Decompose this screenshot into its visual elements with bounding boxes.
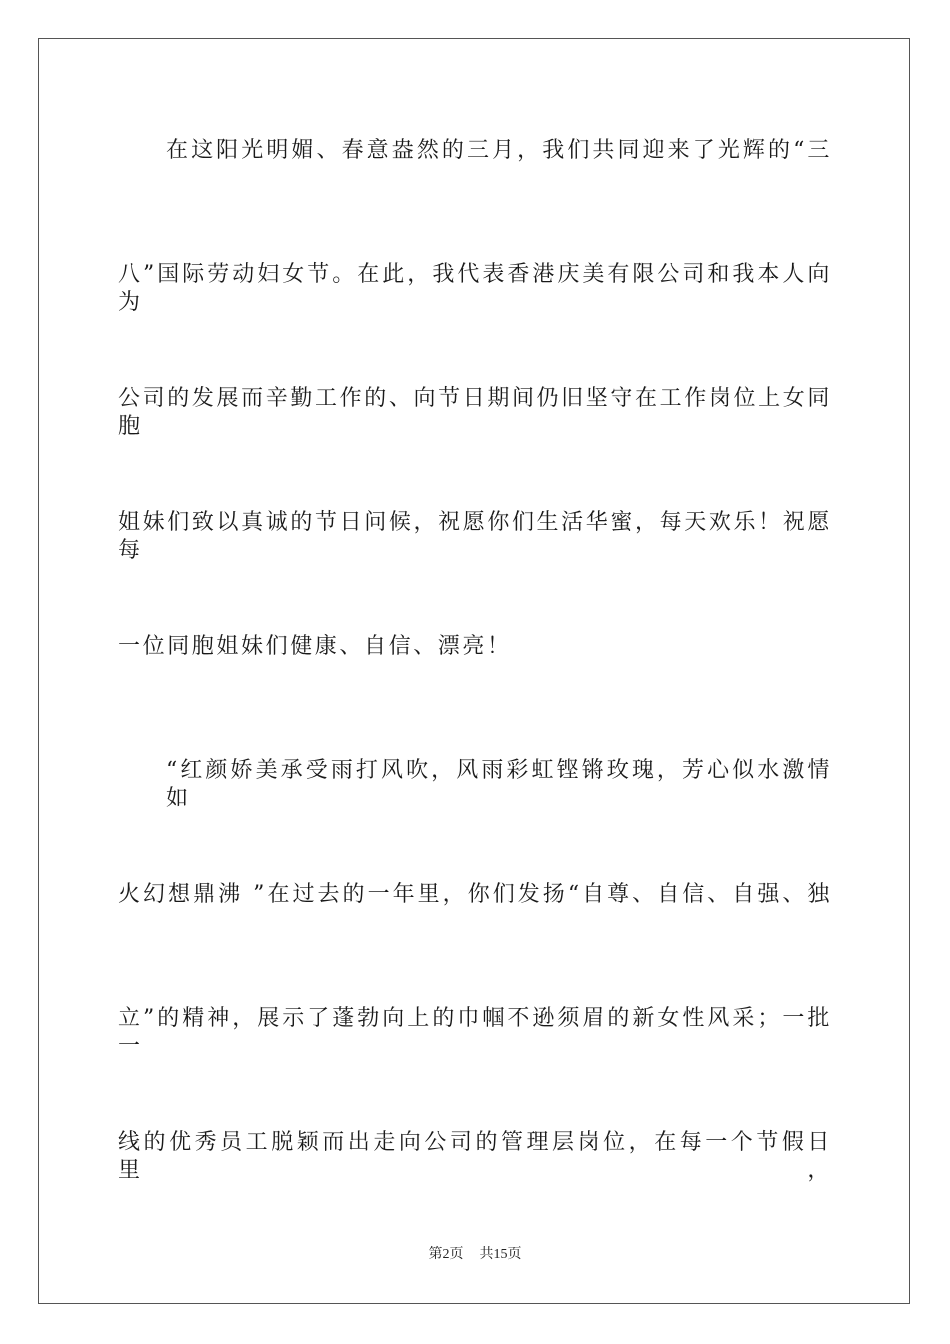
- paragraph-2-line-3: 立”的精神，展示了蓬勃向上的巾帼不逊须眉的新女性风采；一批一: [118, 1006, 832, 1059]
- paragraph-1-line-1: 在这阳光明媚、春意盎然的三月，我们共同迎来了光辉的“三: [166, 138, 832, 163]
- paragraph-2-line-1: “红颜娇美承受雨打风吹，风雨彩虹铿锵玫瑰，芳心似水激情如: [166, 758, 832, 811]
- page-footer: [0, 1246, 950, 1264]
- paragraph-1-line-4: 姐妹们致以真诚的节日问候，祝愿你们生活华蜜，每天欢乐！祝愿每: [118, 510, 832, 563]
- total-pages: 共15页: [479, 1247, 522, 1262]
- paragraph-2-line-2: 火幻想鼎沸 ”在过去的一年里，你们发扬“自尊、自信、自强、独: [118, 882, 832, 907]
- paragraph-1-line-2: 八”国际劳动妇女节。在此，我代表香港庆美有限公司和我本人向为: [118, 262, 832, 315]
- page-border: [38, 38, 910, 1304]
- page-number: 第2页: [428, 1247, 464, 1262]
- paragraph-2-line-4: 线的优秀员工脱颖而出走向公司的管理层岗位，在每一个节假日里，: [118, 1130, 832, 1183]
- paragraph-1-line-5: 一位同胞姐妹们健康、自信、漂亮！: [118, 634, 512, 659]
- paragraph-1-line-3: 公司的发展而辛勤工作的、向节日期间仍旧坚守在工作岗位上女同胞: [118, 386, 832, 439]
